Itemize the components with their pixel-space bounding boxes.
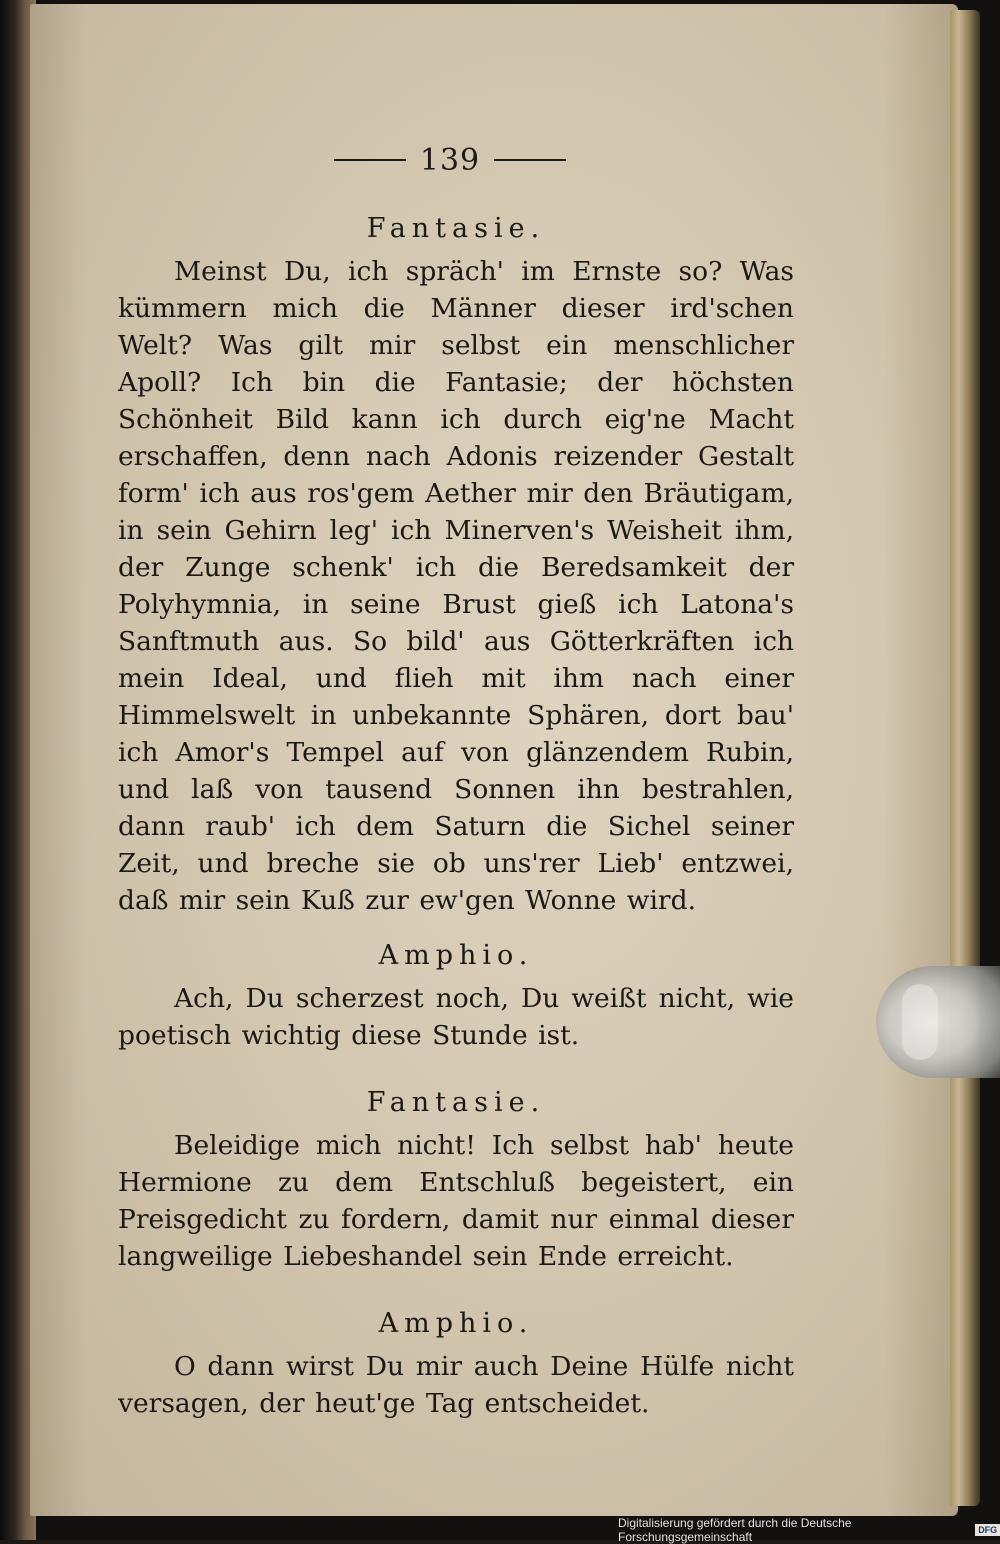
header-rule-right (494, 159, 566, 161)
dialogue-paragraph: Meinst Du, ich spräch' im Ernste so? Was kümmern mich die Männer dieser ird'schen Welt? Was gilt mir selbst ein menschlicher Apoll? Ich bin die Fantasie; der höchsten Schönheit Bild kann ich durch eig'ne Macht erschaffen, denn nach Adonis reizender Gestalt form' ich aus ros'gem Aether mir den Bräutigam, in sein Gehirn leg' ich Minerven's Weisheit ihm, der Zunge schenk' ich die Beredsamkeit der Polyhymnia, in seine Brust gieß ich Latona's Sanftmuth aus. So bild' aus Götterkräften ich mein Ideal, und flieh mit ihm nach einer Himmelswelt in unbekannte Sphären, dort bau' ich Amor's Tempel auf von glänzendem Rubin, und laß von tausend Sonnen ihn bestrahlen, dann raub' ich dem Saturn die Sichel seiner Zeit, und breche sie ob uns'rer Lieb' entzwei, daß mir sein Kuß zur ew'gen Wonne wird. (118, 256, 794, 916)
page-stack-edge (950, 10, 980, 1506)
digitization-footer (618, 1516, 1000, 1544)
speaker-heading: Fantasie. (366, 213, 546, 244)
dialogue-paragraph: O dann wirst Du mir auch Deine Hülfe nicht versagen, der heut'ge Tag entscheidet. (118, 1351, 794, 1419)
dialogue-paragraph: Beleidige mich nicht! Ich selbst hab' heute Hermione zu dem Entschluß begeistert, ein Preisgedicht zu fordern, damit nur einmal dieser langweilige Liebeshandel sein Ende erreicht. (118, 1130, 794, 1272)
funding-notice: Digitalisierung gefördert durch die Deutsche Forschungsgemeinschaft (618, 1516, 852, 1544)
speaker-heading: Amphio. (378, 1308, 534, 1339)
page-text (118, 210, 794, 1422)
speaker-heading: Fantasie. (366, 1087, 546, 1118)
glass-clip-highlight (902, 984, 938, 1060)
glass-clip (876, 966, 1000, 1078)
dialogue-paragraph: Ach, Du scherzest noch, Du weißt nicht, wie poetisch wichtig diese Stunde ist. (118, 983, 794, 1051)
header-rule-left (334, 159, 406, 161)
page-header (320, 140, 580, 180)
page-number: 139 (419, 142, 481, 178)
speaker-heading: Amphio. (378, 940, 534, 971)
dfg-logo-icon: DFG (975, 1524, 1000, 1536)
